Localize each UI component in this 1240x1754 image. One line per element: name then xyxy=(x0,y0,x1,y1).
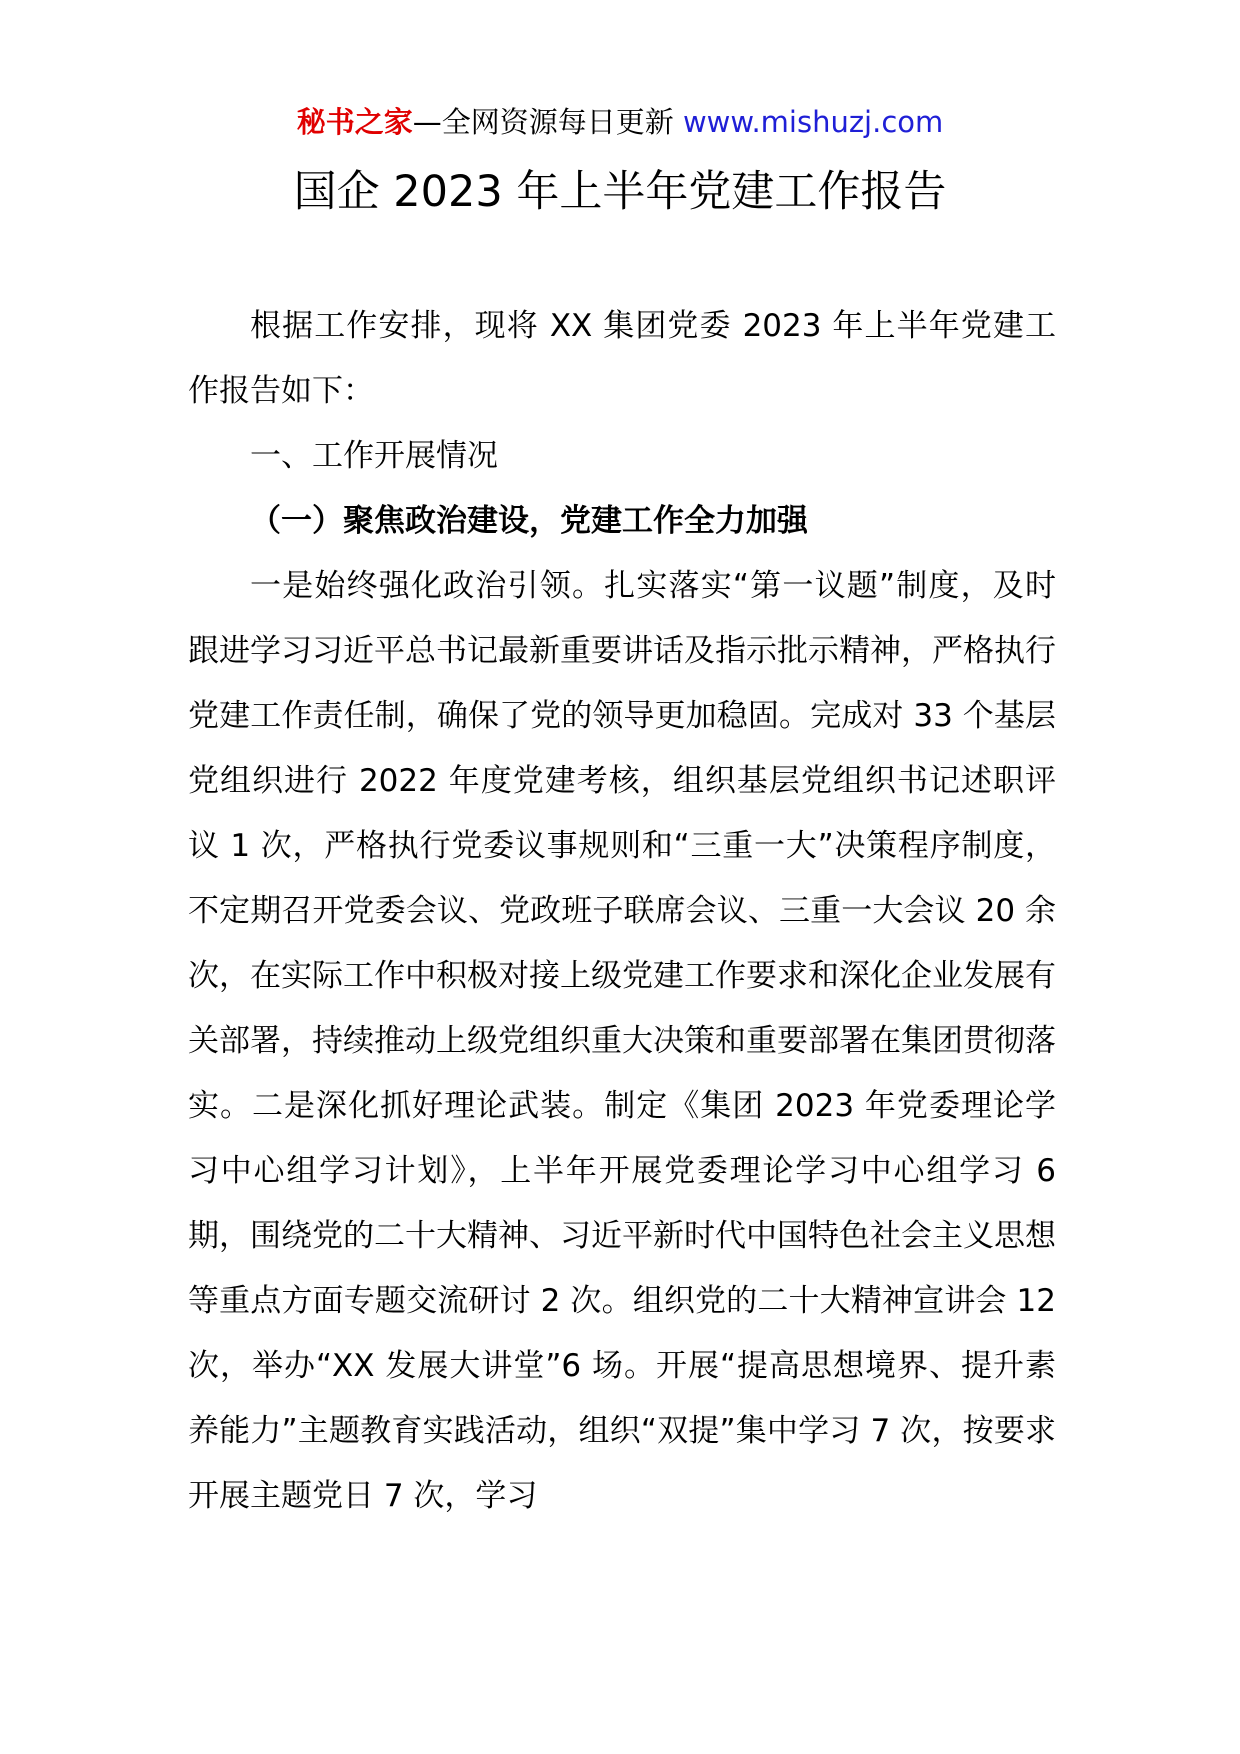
document-title: 国企 2023 年上半年党建工作报告 xyxy=(293,167,947,217)
document-body xyxy=(188,294,1056,1529)
site-url-link[interactable]: www.mishuzj.com xyxy=(682,105,944,139)
body-paragraph: 一是始终强化政治引领。扎实落实“第一议题”制度，及时跟进学习习近平总书记最新重要讲话及指示批示精神，严格执行党建工作责任制，确保了党的领导更加稳固。完成对 33 个基层党组织进行 2022 年度党建考核，组织基层党组织书记述职评议 1 次，严格执行党委议事规则和“三重一大”决策程序制度，不定期召开党委会议、党政班子联席会议、三重一大会议 20 余次，在实际工作中积极对接上级党建工作要求和深化企业发展有关部署，持续推动上级党组织重大决策和重要部署在集团贯彻落实。二是深化抓好理论武装。制定《集团 2023 年党委理论学习中心组学习计划》，上半年开展党委理论学习中心组学习 6 期，围绕党的二十大精神、习近平新时代中国特色社会主义思想等重点方面专题交流研讨 2 次。组织党的二十大精神宣讲会 12 次，举办“XX 发展大讲堂”6 场。开展“提高思想境界、提升素养能力”主题教育实践活动，组织“双提”集中学习 7 次，按要求开展主题党日 7 次，学习 xyxy=(188,568,1056,1514)
intro-paragraph: 根据工作安排，现将 XX 集团党委 2023 年上半年党建工作报告如下： xyxy=(188,308,1056,409)
site-name: 秘书之家 xyxy=(296,105,413,139)
subsection-heading: （一）聚焦政治建设，党建工作全力加强 xyxy=(250,503,808,539)
site-tagline: —全网资源每日更新 xyxy=(412,105,683,139)
site-banner xyxy=(0,100,1240,144)
section-heading: 一、工作开展情况 xyxy=(250,438,498,474)
